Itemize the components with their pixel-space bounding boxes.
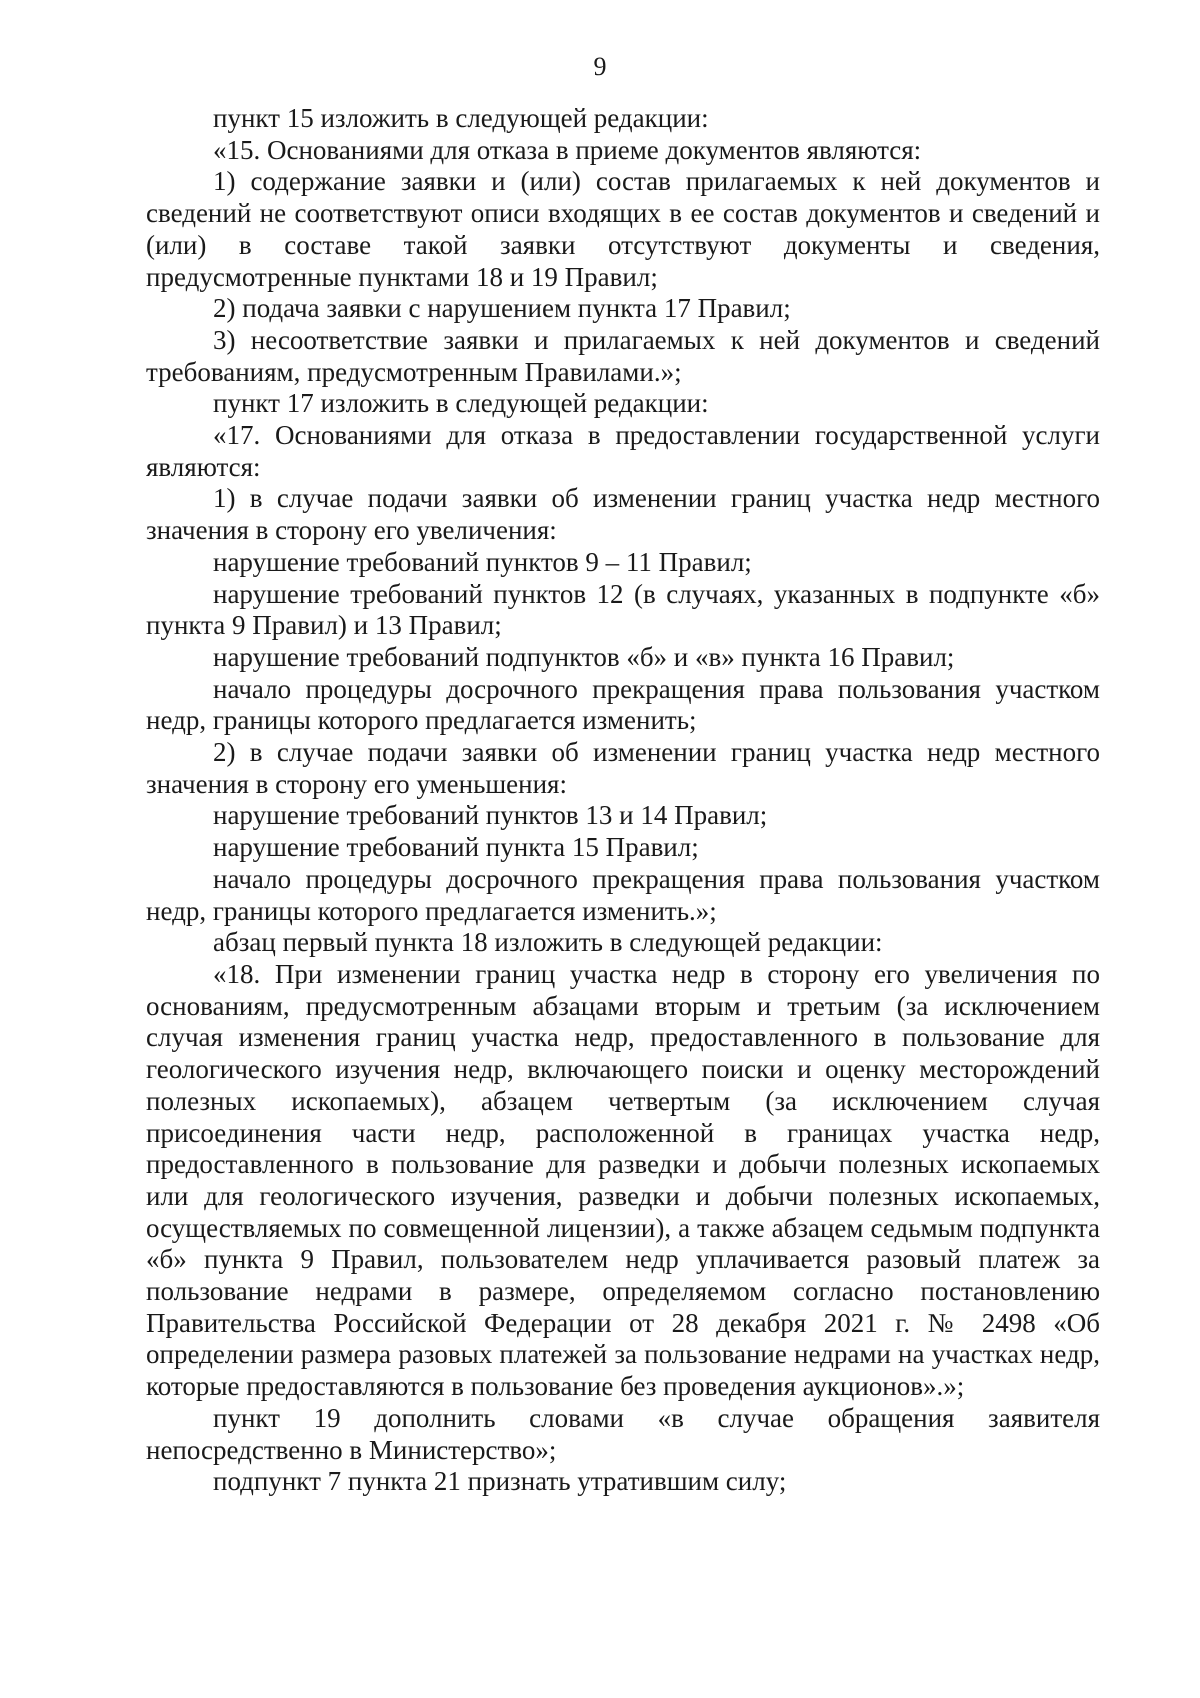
paragraph: начало процедуры досрочного прекращения права пользования участком недр, границы которого предлагается изменить; <box>146 673 1100 736</box>
paragraph: 2) подача заявки с нарушением пункта 17 Правил; <box>213 293 791 324</box>
page-number: 9 <box>593 52 607 81</box>
paragraph: 2) в случае подачи заявки об изменении границ участка недр местного значения в сторону его уменьшения: <box>146 737 1100 799</box>
paragraph: нарушение требований пунктов 12 (в случаях, указанных в подпункте «б» пункта 9 Правил) и 13 Правил; <box>146 578 1100 641</box>
paragraph: «18. При изменении границ участка недр в сторону его увеличения по основаниям, предусмотренным абзацами вторым и третьим (за исключением случая изменения границ участка недр, предоставленного в пользование для геологического изучения недр, включающего поиски и оценку месторождений полезных ископаемых), абзацем четвертым (за исключением случая присоединения части недр, расположенной в границах участка недр, предоставленного в пользование для разведки и добычи полезных ископаемых или для геологического изучения, разведки и добычи полезных ископаемых, осуществляемых по совмещенной лицензии), а также абзацем седьмым подпункта «б» пункта 9 Правил, пользователем недр уплачивается разовый платеж за пользование недрами в размере, определяемом согласно постановлению Правительства Российской Федерации от 28 декабря 2021 г. № 2498 «Об определении размера разовых платежей за пользование недрами на участках недр, которые предоставляются в пользование без проведения аукционов».»; <box>146 958 1100 1402</box>
paragraph: начало процедуры досрочного прекращения права пользования участком недр, границы которого предлагается изменить.»; <box>146 863 1100 926</box>
paragraph: нарушение требований пунктов 9 – 11 Правил; <box>213 546 752 577</box>
paragraph: нарушение требований пункта 15 Правил; <box>213 832 699 863</box>
paragraph: «15. Основаниями для отказа в приеме документов являются: <box>213 134 922 165</box>
paragraph: «17. Основаниями для отказа в предоставлении государственной услуги являются: <box>146 420 1100 482</box>
paragraph: пункт 19 дополнить словами «в случае обращения заявителя непосредственно в Министерство»; <box>146 1402 1100 1465</box>
document-body <box>146 103 1100 1498</box>
paragraph: пункт 15 изложить в следующей редакции: <box>213 103 709 133</box>
paragraph: нарушение требований пунктов 13 и 14 Правил; <box>213 800 768 831</box>
paragraph: пункт 17 изложить в следующей редакции: <box>213 388 709 419</box>
paragraph: нарушение требований подпунктов «б» и «в» пункта 16 Правил; <box>213 641 955 672</box>
paragraph: абзац первый пункта 18 изложить в следующей редакции: <box>213 927 883 958</box>
paragraph: 3) несоответствие заявки и прилагаемых к ней документов и сведений требованиям, предусмотренным Правилами.»; <box>146 324 1100 387</box>
paragraph: 1) содержание заявки и (или) состав прилагаемых к ней документов и сведений не соответствуют описи входящих в ее состав документов и сведений и (или) в составе такой заявки отсутствуют документы и сведения, предусмотренные пунктами 18 и 19 Правил; <box>146 166 1100 292</box>
paragraph: подпункт 7 пункта 21 признать утратившим силу; <box>213 1466 787 1497</box>
paragraph: 1) в случае подачи заявки об изменении границ участка недр местного значения в сторону его увеличения: <box>146 483 1100 546</box>
